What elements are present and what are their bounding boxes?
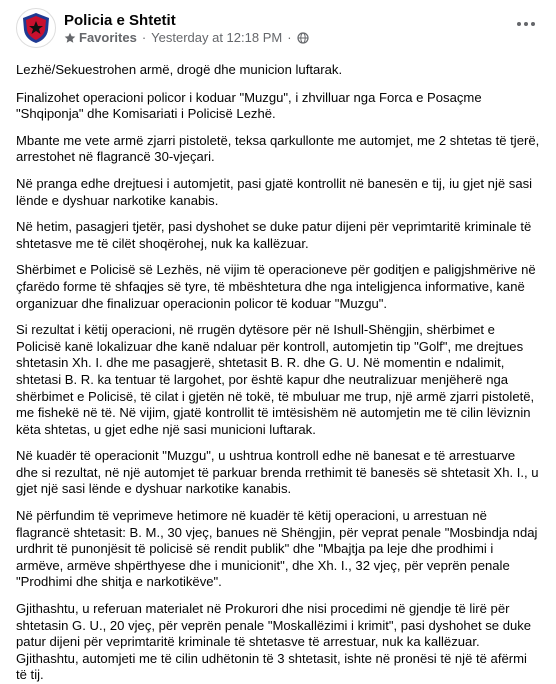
- star-icon: [64, 32, 76, 44]
- post-subline: [64, 30, 309, 46]
- post-paragraph: Lezhë/Sekuestrohen armë, drogë dhe municion luftarak.: [16, 62, 343, 77]
- globe-icon[interactable]: [297, 32, 309, 44]
- post-paragraph: Në pranga edhe drejtuesi i automjetit, pasi gjatë kontrollit në banesën e tij, iu gjet një sasi lënde e dyshuar narkotike kanabis.: [16, 175, 533, 208]
- favorites-label: Favorites: [79, 29, 137, 45]
- post-timestamp[interactable]: Yesterday at 12:18 PM: [151, 29, 283, 45]
- post-header: [16, 8, 540, 48]
- post-paragraph: Në hetim, pasagjeri tjetër, pasi dyshohet se duke patur dijeni për veprimtaritë kriminale të shtetasve me të cilët shoqërohej, nuk ka kallëzuar.: [16, 219, 532, 251]
- post-paragraph: Në kuadër të operacionit "Muzgu", u ushtrua kontroll edhe në banesat e të arrestuarve dhe si rezultat, në një automjet të parkuar brenda rrethimit të banesës së shtetasit Xh. I., u gjet një sasi lënde e dyshuar narkotike kanabis.: [16, 448, 539, 497]
- page-avatar[interactable]: [16, 8, 56, 48]
- page-name-link[interactable]: Policia e Shtetit: [64, 11, 176, 29]
- more-options-button[interactable]: [512, 14, 540, 34]
- post-body: [16, 62, 540, 684]
- post-paragraph: Në përfundim të veprimeve hetimore në kuadër të këtij operacioni, u arrestuan në flagrancë shtetasit: B. M., 30 vjeç, banues në Shëngjin, për veprat penale "Mosbindja ndaj urdhrit të punonjësit të policisë së rendit publik" dhe "Mbajtja pa leje dhe prodhimi i armëve, armëve shpërthyese dhe i municionit", dhe Xh. I., 32 vjeç, për veprën penale "Prodhimi dhe shitja e narkotikëve".: [16, 508, 538, 590]
- post-paragraph: Finalizohet operacioni policor i koduar "Muzgu", i zhvilluar nga Forca e Posaçme "Shqiponja" dhe Komisariati i Policisë Lezhë.: [16, 89, 482, 122]
- post-paragraph: Gjithashtu, u referuan materialet në Prokurori dhe nisi procedimi në gjendje të lirë për shtetasin G. U., 20 vjeç, për veprën penale "Moskallëzimi i krimit", pasi dyshohet se duke patur dijeni për veprimtaritë kriminale të shtetasve të arrestuar, nuk ka kallëzuar. Gjithashtu, automjeti me të cilin udhëtonin të 3 shtetasit, ishte në pronësi të një të afërmi të tij.: [16, 601, 532, 683]
- separator-dot: ·: [141, 29, 147, 45]
- post-paragraph: Shërbimet e Policisë së Lezhës, në vijim të operacioneve për goditjen e paligjshmërive në çfarëdo forme të shfaqjes së tyre, të mbështetura dhe nga inteligjenca informative, kanë organizuar dhe finalizuar operacionin policor të koduar "Muzgu".: [16, 262, 536, 311]
- post-paragraph: Si rezultat i këtij operacioni, në rrugën dytësore për në Ishull-Shëngjin, shërbimet e Policisë kanë lokalizuar dhe kanë ndaluar për kontroll, automjetin tip "Golf", me drejtues shtetasin Xh. I. dhe me pasagjerë, shtetasit B. R. dhe G. U. Në momentin e ndalimit, shtetasi B. R. ka tentuar të largohet, por është kapur dhe neutralizuar menjëherë nga shërbimet e Policisë, të cilat i gjetën në tokë, të mbuluar me trup, një armë zjarri pistoletë, me fishekë në të. Në vijim, gjatë kontrollit të imtësishëm në automjetin me të cilin lëviznin këta shtetas, u gjet edhe një sasi municioni luftarak.: [16, 322, 535, 437]
- police-badge-icon: [21, 12, 51, 44]
- more-options-icon: [516, 21, 536, 27]
- separator-dot-2: ·: [287, 29, 292, 45]
- post-paragraph: Mbante me vete armë zjarri pistoletë, teksa qarkullonte me automjet, me 2 shtetas të tjerë, arrestohet në flagrancë 30-vjeçari.: [16, 132, 540, 165]
- post-meta: [64, 11, 309, 46]
